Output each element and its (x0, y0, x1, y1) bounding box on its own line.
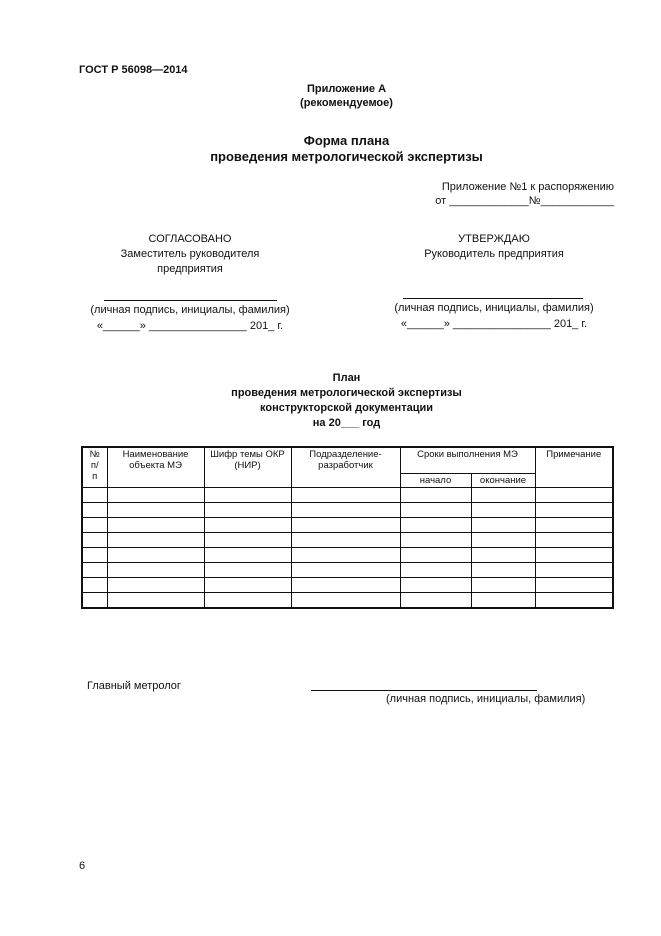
table-cell (107, 487, 204, 502)
table-cell (535, 532, 613, 547)
table-cell (471, 547, 535, 562)
table-cell (204, 577, 291, 592)
table-cell (291, 487, 400, 502)
table-cell (400, 592, 471, 608)
table-cell (471, 532, 535, 547)
table-cell (291, 517, 400, 532)
table-cell (107, 577, 204, 592)
table-cell (535, 517, 613, 532)
plan-title-line1: План (332, 372, 361, 384)
table-row (82, 562, 613, 577)
table-row (82, 577, 613, 592)
page-number: 6 (79, 860, 86, 872)
approval-left-role1: Заместитель руководителя (120, 248, 260, 260)
col-end-header: окончание (471, 473, 535, 487)
plan-table-body (82, 487, 613, 608)
table-cell (471, 517, 535, 532)
table-row (82, 487, 613, 502)
col-note-header: Примечание (535, 447, 613, 487)
table-cell (82, 547, 107, 562)
appendix-title: Приложение А (306, 83, 387, 95)
order-ref-line2: от _____________№____________ (435, 195, 614, 207)
col-start-header: начало (400, 473, 471, 487)
table-cell (204, 532, 291, 547)
approval-right-date: «______» ________________ 201_ г. (400, 318, 588, 330)
table-row (82, 532, 613, 547)
table-row (82, 592, 613, 608)
approval-left-heading: СОГЛАСОВАНО (148, 233, 232, 245)
chief-signature-line (311, 690, 537, 691)
plan-title-line3: конструкторской документации (260, 402, 433, 414)
table-cell (471, 487, 535, 502)
table-cell (204, 517, 291, 532)
approval-left-role2: предприятия (157, 263, 223, 275)
table-cell (107, 502, 204, 517)
table-cell (400, 517, 471, 532)
table-cell (291, 577, 400, 592)
table-row (82, 547, 613, 562)
appendix-subtitle: (рекомендуемое) (300, 97, 393, 109)
approval-right-sig-caption: (личная подпись, инициалы, фамилия) (394, 302, 594, 314)
table-row (82, 502, 613, 517)
chief-sig-caption: (личная подпись, инициалы, фамилия) (386, 693, 586, 705)
table-cell (107, 547, 204, 562)
form-title-line2: проведения метрологической экспертизы (210, 149, 483, 164)
table-cell (535, 502, 613, 517)
table-cell (204, 502, 291, 517)
table-cell (400, 532, 471, 547)
table-cell (291, 562, 400, 577)
table-cell (204, 562, 291, 577)
plan-title-line4: на 20___ год (312, 417, 381, 429)
table-cell (204, 592, 291, 608)
table-cell (400, 547, 471, 562)
col-name-header: Наименование объекта МЭ (107, 447, 204, 487)
approval-right-role1: Руководитель предприятия (424, 248, 564, 260)
col-num-header: № п/ п (82, 447, 107, 487)
table-cell (82, 532, 107, 547)
table-cell (400, 502, 471, 517)
table-cell (291, 592, 400, 608)
table-cell (291, 502, 400, 517)
standard-number: ГОСТ Р 56098—2014 (79, 64, 188, 76)
table-cell (400, 562, 471, 577)
plan-title-line2: проведения метрологической экспертизы (231, 387, 462, 399)
table-cell (204, 547, 291, 562)
col-dept-header: Подразделение-разработчик (291, 447, 400, 487)
table-cell (82, 502, 107, 517)
table-cell (204, 487, 291, 502)
table-cell (535, 547, 613, 562)
table-cell (471, 592, 535, 608)
table-cell (107, 562, 204, 577)
table-cell (107, 517, 204, 532)
table-cell (535, 562, 613, 577)
approval-right-signature-line (403, 298, 583, 299)
table-cell (535, 592, 613, 608)
table-cell (471, 502, 535, 517)
form-title-line1: Форма плана (303, 133, 390, 148)
approval-left-date: «______» ________________ 201_ г. (96, 320, 284, 332)
table-cell (291, 532, 400, 547)
plan-table (81, 446, 614, 609)
table-cell (82, 487, 107, 502)
table-cell (471, 562, 535, 577)
table-cell (82, 592, 107, 608)
approval-right-heading: УТВЕРЖДАЮ (458, 233, 530, 245)
approval-left-signature-line (104, 300, 277, 301)
table-cell (535, 487, 613, 502)
table-cell (471, 577, 535, 592)
chief-metrologist-label: Главный метролог (87, 680, 181, 692)
table-row (82, 517, 613, 532)
table-cell (82, 577, 107, 592)
order-ref-line1: Приложение №1 к распоряжению (441, 181, 614, 193)
col-code-header: Шифр темы ОКР (НИР) (204, 447, 291, 487)
table-cell (107, 532, 204, 547)
table-cell (535, 577, 613, 592)
table-cell (107, 592, 204, 608)
table-cell (400, 577, 471, 592)
table-cell (82, 562, 107, 577)
table-cell (82, 517, 107, 532)
approval-left-sig-caption: (личная подпись, инициалы, фамилия) (90, 304, 290, 316)
col-terms-header: Сроки выполнения МЭ (400, 447, 535, 473)
table-cell (400, 487, 471, 502)
table-cell (291, 547, 400, 562)
